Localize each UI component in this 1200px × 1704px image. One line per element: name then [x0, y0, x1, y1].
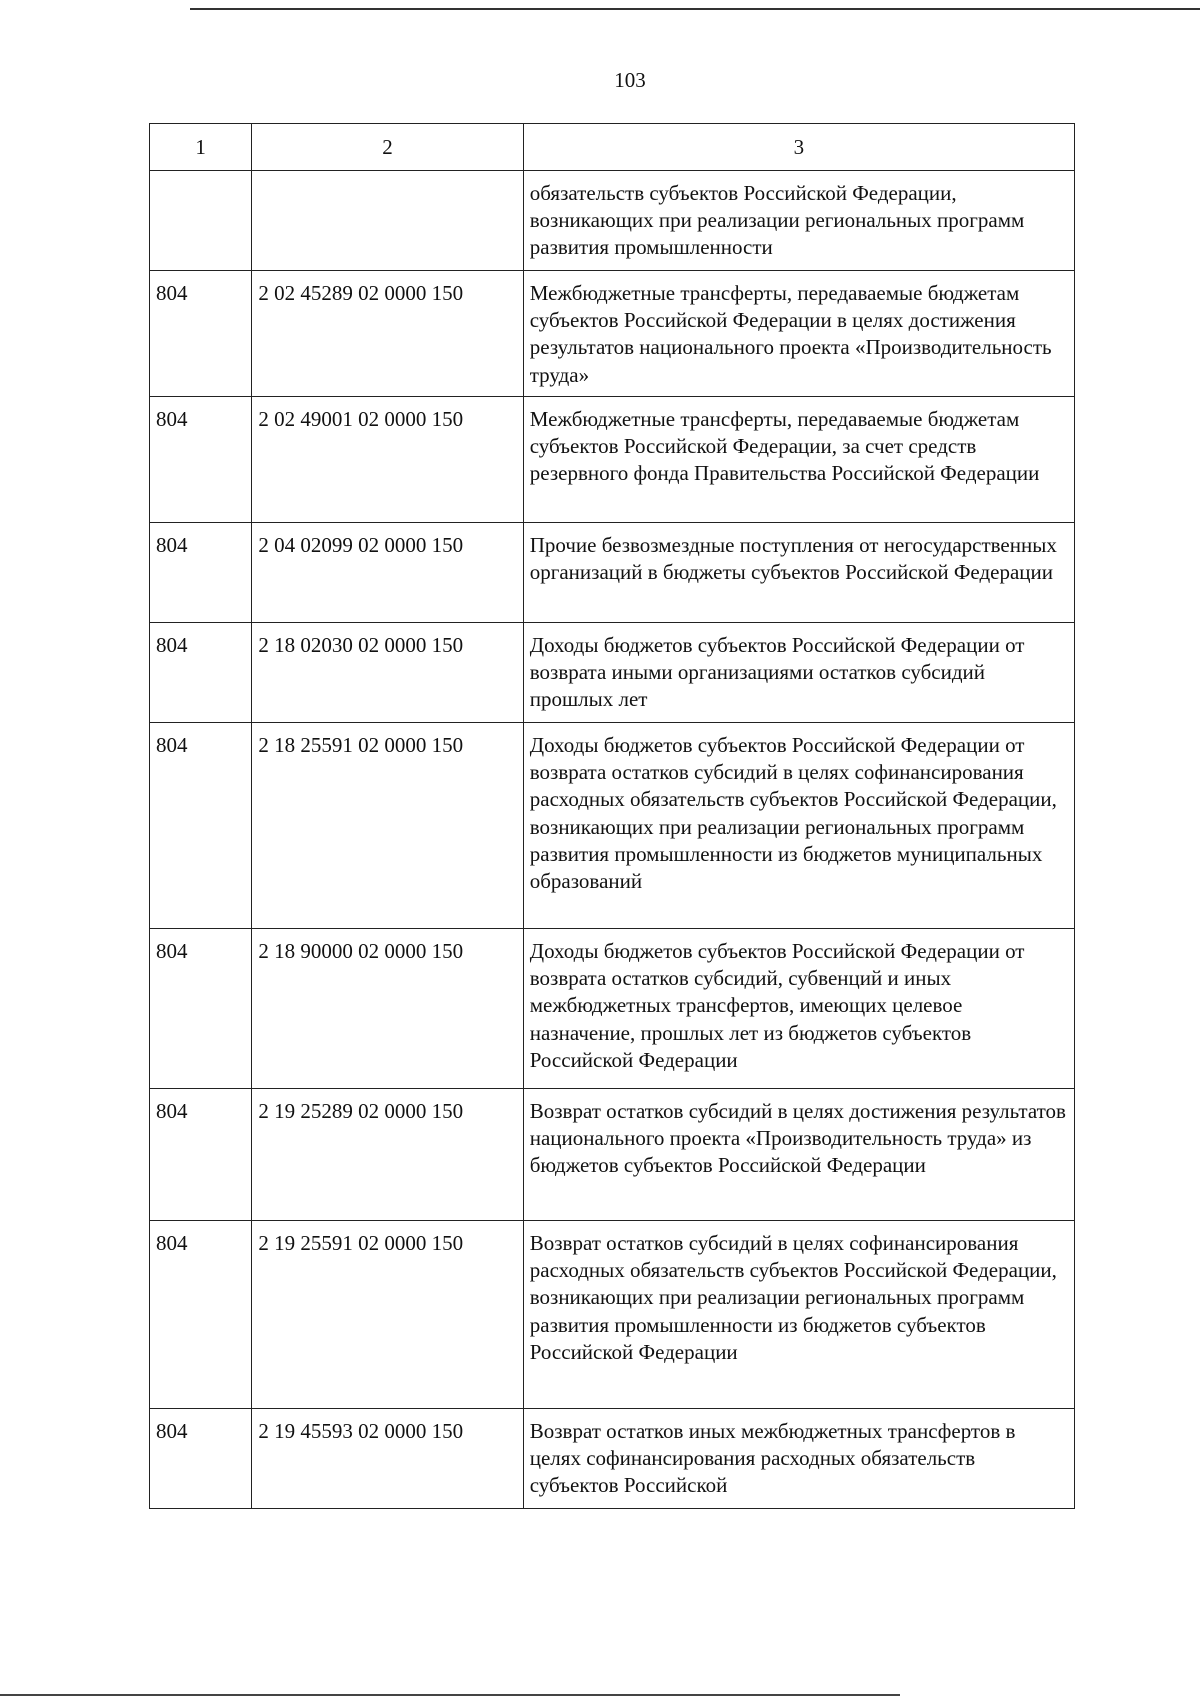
top-scan-rule: [190, 8, 1200, 10]
budget-code-cell: 2 18 25591 02 0000 150: [252, 723, 523, 929]
table-row: [150, 171, 1075, 271]
admin-code-cell: 804: [150, 723, 252, 929]
admin-code-cell: 804: [150, 271, 252, 397]
bottom-scan-rule: [0, 1694, 900, 1696]
table-header-row: [150, 124, 1075, 171]
description-cell: Межбюджетные трансферты, передаваемые бюджетам субъектов Российской Федерации, за счет средств резервного фонда Правительства Российской Федерации: [523, 397, 1074, 523]
description-cell: Возврат остатков субсидий в целях софинансирования расходных обязательств субъектов Российской Федерации, возникающих при реализации региональных программ развития промышленности из бюджетов субъектов Российской Федерации: [523, 1221, 1074, 1409]
column-header-3: 3: [523, 124, 1074, 171]
page-number: 103: [614, 68, 646, 92]
table-row: [150, 929, 1075, 1089]
admin-code-cell: 804: [150, 397, 252, 523]
description-cell: Доходы бюджетов субъектов Российской Федерации от возврата остатков субсидий, субвенций и иных межбюджетных трансфертов, имеющих целевое назначение, прошлых лет из бюджетов субъектов Российской Федерации: [523, 929, 1074, 1089]
budget-code-cell: 2 02 49001 02 0000 150: [252, 397, 523, 523]
table-row: [150, 397, 1075, 523]
description-cell: Прочие безвозмездные поступления от негосударственных организаций в бюджеты субъектов Российской Федерации: [523, 523, 1074, 623]
budget-code-cell: 2 19 45593 02 0000 150: [252, 1409, 523, 1509]
admin-code-cell: 804: [150, 929, 252, 1089]
description-cell: Доходы бюджетов субъектов Российской Федерации от возврата иными организациями остатков субсидий прошлых лет: [523, 623, 1074, 723]
description-cell: Доходы бюджетов субъектов Российской Федерации от возврата остатков субсидий в целях софинансирования расходных обязательств субъектов Российской Федерации, возникающих при реализации региональных программ развития промышленности из бюджетов муниципальных образований: [523, 723, 1074, 929]
admin-code-cell: 804: [150, 1089, 252, 1221]
description-cell: обязательств субъектов Российской Федерации, возникающих при реализации региональных программ развития промышленности: [523, 171, 1074, 271]
column-header-1: 1: [150, 124, 252, 171]
budget-code-cell: [252, 171, 523, 271]
admin-code-cell: 804: [150, 1221, 252, 1409]
admin-code-cell: 804: [150, 623, 252, 723]
table-row: [150, 1221, 1075, 1409]
budget-revenue-table: [149, 123, 1075, 1509]
admin-code-cell: 804: [150, 1409, 252, 1509]
budget-code-cell: 2 19 25289 02 0000 150: [252, 1089, 523, 1221]
table-row: [150, 523, 1075, 623]
table-row: [150, 1089, 1075, 1221]
table-row: [150, 623, 1075, 723]
budget-code-cell: 2 19 25591 02 0000 150: [252, 1221, 523, 1409]
budget-code-cell: 2 02 45289 02 0000 150: [252, 271, 523, 397]
budget-code-cell: 2 18 02030 02 0000 150: [252, 623, 523, 723]
table-row: [150, 1409, 1075, 1509]
table-row: [150, 271, 1075, 397]
budget-code-cell: 2 04 02099 02 0000 150: [252, 523, 523, 623]
column-header-2: 2: [252, 124, 523, 171]
description-cell: Возврат остатков иных межбюджетных трансфертов в целях софинансирования расходных обязательств субъектов Российской: [523, 1409, 1074, 1509]
budget-code-cell: 2 18 90000 02 0000 150: [252, 929, 523, 1089]
description-cell: Возврат остатков субсидий в целях достижения результатов национального проекта «Производительность труда» из бюджетов субъектов Российской Федерации: [523, 1089, 1074, 1221]
table-row: [150, 723, 1075, 929]
description-cell: Межбюджетные трансферты, передаваемые бюджетам субъектов Российской Федерации в целях достижения результатов национального проекта «Производительность труда»: [523, 271, 1074, 397]
admin-code-cell: 804: [150, 523, 252, 623]
admin-code-cell: [150, 171, 252, 271]
